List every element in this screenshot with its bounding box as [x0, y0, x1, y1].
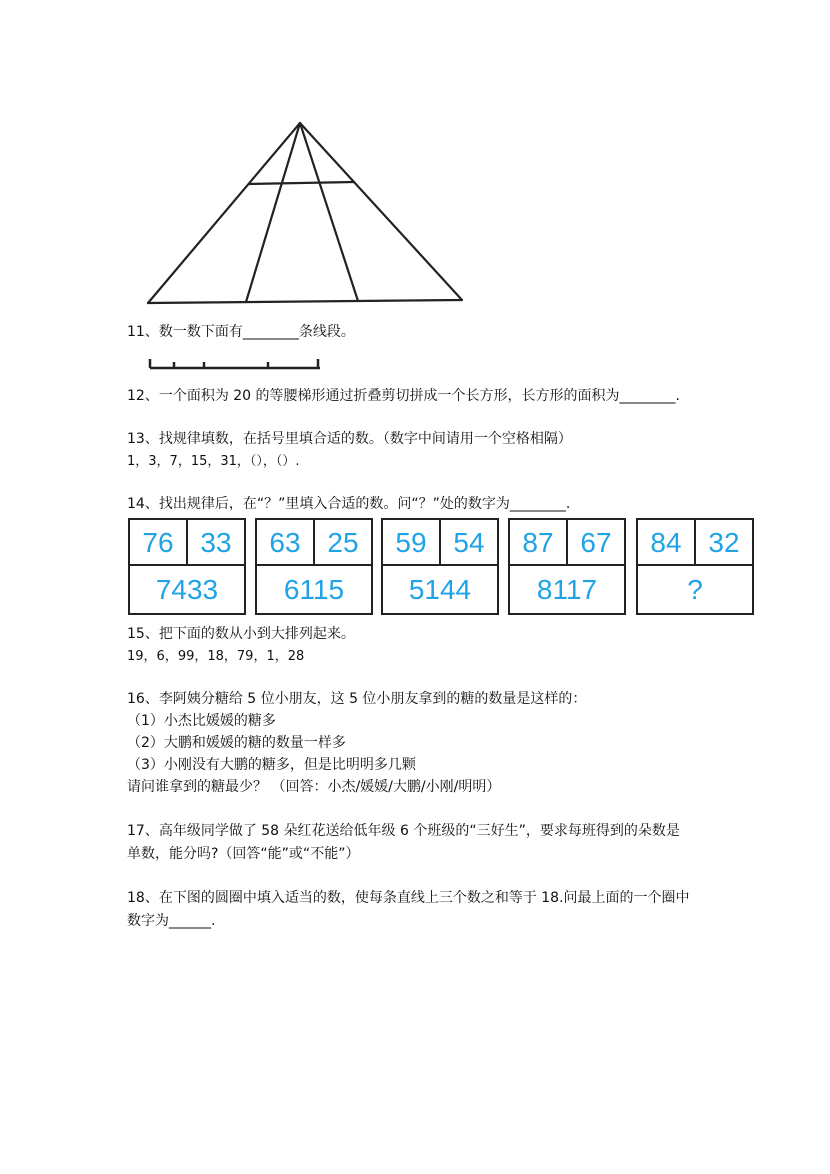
box-bottom: 7433: [155, 574, 219, 605]
number-box-2: [255, 518, 373, 615]
box-bottom: 5144: [408, 574, 472, 605]
box-top-right: 25: [315, 520, 371, 566]
box-bottom-question: ?: [687, 574, 703, 605]
question-11: 11、数一数下面有________条线段。: [127, 324, 355, 340]
triangle-figure: [140, 118, 470, 313]
box-top-right: 54: [441, 520, 497, 566]
number-box-5: [636, 518, 754, 615]
question-16-condition-3: （3）小刚没有大鹏的糖多，但是比明明多几颗: [127, 757, 416, 773]
question-15: 15、把下面的数从小到大排列起来。: [127, 626, 355, 642]
question-13: 13、找规律填数，在括号里填合适的数。（数字中间请用一个空格相隔）: [127, 431, 572, 447]
box-top-left: 87: [510, 520, 568, 566]
box-top-right: 67: [568, 520, 624, 566]
box-top-left: 59: [383, 520, 441, 566]
question-16: 16、李阿姨分糖给 5 位小朋友，这 5 位小朋友拿到的糖的数量是这样的：: [127, 691, 587, 707]
question-18-line-2: 数字为______.: [127, 913, 216, 929]
box-top-left: 84: [638, 520, 696, 566]
question-13-sequence: 1，3，7，15，31，（），（）.: [127, 454, 300, 469]
box-top-right: 32: [696, 520, 752, 566]
number-box-1: [128, 518, 246, 615]
question-18-line-1: 18、在下图的圆圈中填入适当的数，使每条直线上三个数之和等于 18.问最上面的一个圈中: [127, 890, 690, 906]
box-top-left: 76: [130, 520, 188, 566]
box-top-left: 63: [257, 520, 315, 566]
question-16-condition-1: （1）小杰比媛媛的糖多: [127, 713, 276, 729]
number-box-4: [508, 518, 626, 615]
box-bottom: 8117: [536, 574, 598, 605]
question-16-prompt: 请问谁拿到的糖最少？ （回答：小杰/媛媛/大鹏/小刚/明明）: [127, 779, 501, 795]
question-17-line-2: 单数，能分吗?（回答“能”或“不能”）: [127, 846, 360, 862]
question-17-line-1: 17、高年级同学做了 58 朵红花送给低年级 6 个班级的“三好生”，要求每班得到的朵数是: [127, 823, 680, 839]
question-12: 12、一个面积为 20 的等腰梯形通过折叠剪切拼成一个长方形，长方形的面积为________.: [127, 388, 680, 404]
segment-figure: [146, 356, 326, 374]
box-top-right: 33: [188, 520, 244, 566]
box-bottom: 6115: [283, 574, 345, 605]
question-14: 14、找出规律后，在“？”里填入合适的数。问“？”处的数字为________.: [127, 496, 571, 512]
question-15-numbers: 19，6，99，18，79，1，28: [127, 649, 305, 664]
number-box-3: [381, 518, 499, 615]
question-16-condition-2: （2）大鹏和媛媛的糖的数量一样多: [127, 735, 346, 751]
